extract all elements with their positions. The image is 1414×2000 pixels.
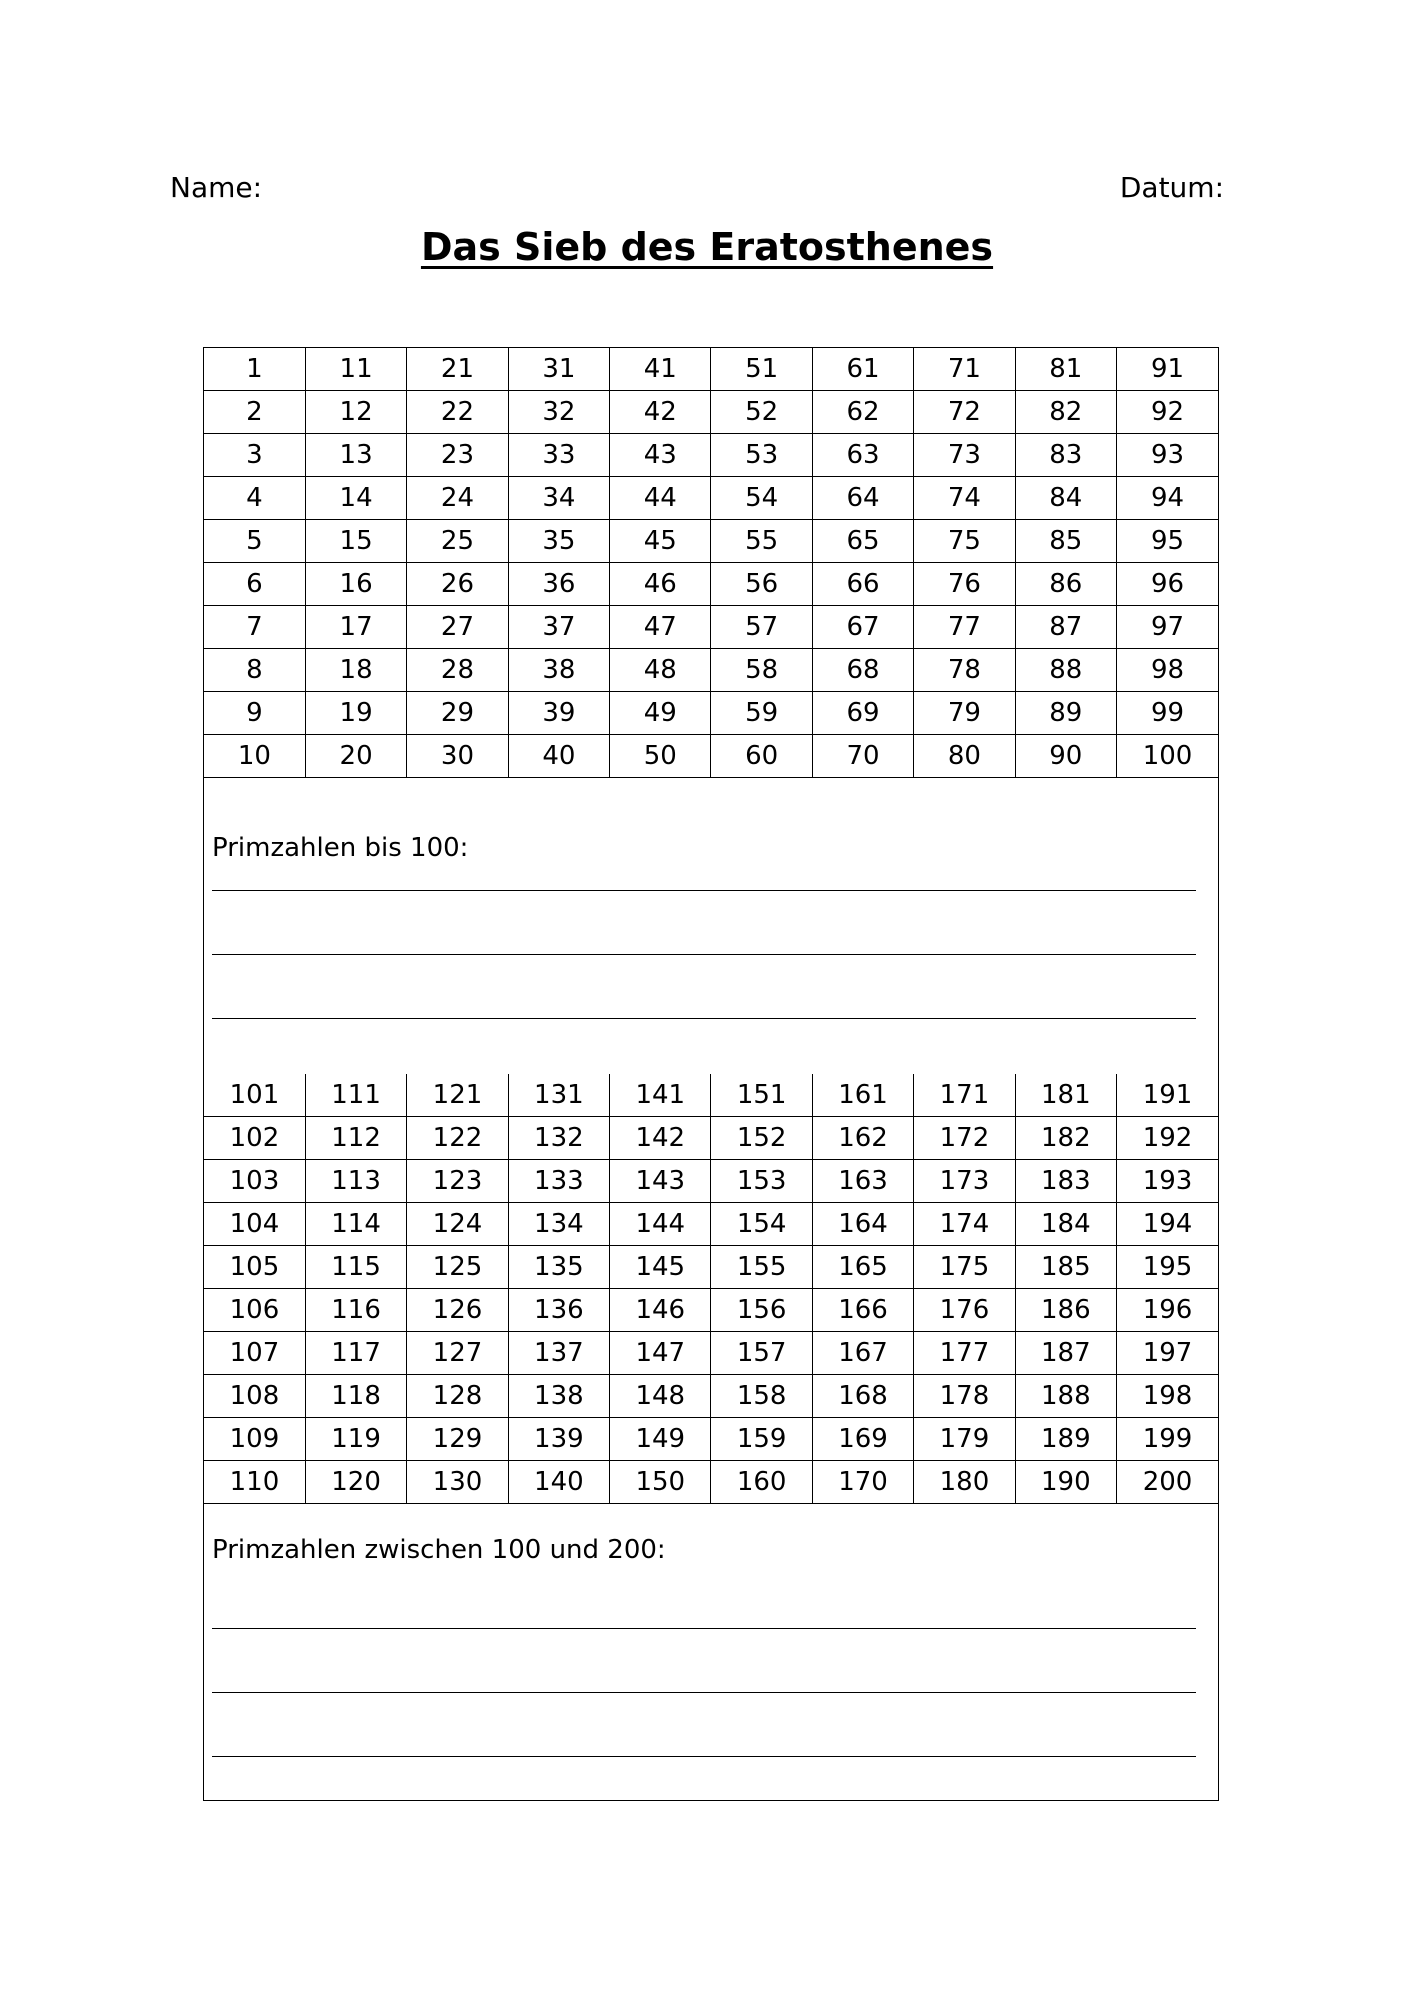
answer-line[interactable] [212,954,1196,955]
grid-row [204,391,1218,434]
number-cell[interactable]: 77 [914,606,1015,649]
number-cell[interactable]: 4 [204,477,305,520]
number-cell[interactable]: 19 [305,692,406,735]
number-grid-body [204,1074,1218,1504]
number-cell[interactable]: 33 [508,434,609,477]
number-cell[interactable]: 118 [305,1375,406,1418]
number-cell[interactable]: 99 [1117,692,1218,735]
number-cell[interactable]: 183 [1015,1160,1116,1203]
number-cell[interactable]: 26 [407,563,508,606]
number-cell[interactable]: 35 [508,520,609,563]
number-cell[interactable]: 176 [914,1289,1015,1332]
number-cell[interactable]: 110 [204,1461,305,1504]
number-cell[interactable]: 103 [204,1160,305,1203]
grid-row [204,606,1218,649]
number-cell[interactable]: 53 [711,434,812,477]
number-cell[interactable]: 133 [508,1160,609,1203]
number-cell[interactable]: 122 [407,1117,508,1160]
number-grid-101-200 [204,1074,1218,1504]
worksheet-frame [203,347,1219,1801]
number-cell[interactable]: 6 [204,563,305,606]
number-cell[interactable]: 145 [610,1246,711,1289]
number-cell[interactable]: 59 [711,692,812,735]
number-cell[interactable]: 48 [610,649,711,692]
grid-row [204,1246,1218,1289]
number-cell[interactable]: 159 [711,1418,812,1461]
number-cell[interactable]: 139 [508,1418,609,1461]
number-cell[interactable]: 188 [1015,1375,1116,1418]
number-cell[interactable]: 179 [914,1418,1015,1461]
number-cell[interactable]: 2 [204,391,305,434]
number-cell[interactable]: 85 [1015,520,1116,563]
page-title: Das Sieb des Eratosthenes [420,225,994,269]
number-cell[interactable]: 108 [204,1375,305,1418]
number-cell[interactable]: 107 [204,1332,305,1375]
number-cell[interactable]: 178 [914,1375,1015,1418]
number-cell[interactable]: 172 [914,1117,1015,1160]
number-cell[interactable]: 74 [914,477,1015,520]
number-cell[interactable]: 130 [407,1461,508,1504]
number-cell[interactable]: 30 [407,735,508,778]
number-cell[interactable]: 60 [711,735,812,778]
number-cell[interactable]: 163 [812,1160,913,1203]
number-cell[interactable]: 66 [812,563,913,606]
number-cell[interactable]: 3 [204,434,305,477]
answer-line[interactable] [212,890,1196,891]
number-cell[interactable]: 155 [711,1246,812,1289]
number-cell[interactable]: 180 [914,1461,1015,1504]
number-cell[interactable]: 8 [204,649,305,692]
number-cell[interactable]: 100 [1117,735,1218,778]
number-cell[interactable]: 16 [305,563,406,606]
answer-label-primes-to-100: Primzahlen bis 100: [212,833,469,863]
number-cell[interactable]: 132 [508,1117,609,1160]
number-cell[interactable]: 44 [610,477,711,520]
number-cell[interactable]: 69 [812,692,913,735]
number-cell[interactable]: 199 [1117,1418,1218,1461]
number-cell[interactable]: 124 [407,1203,508,1246]
number-cell[interactable]: 39 [508,692,609,735]
number-cell[interactable]: 46 [610,563,711,606]
number-cell[interactable]: 31 [508,348,609,391]
number-cell[interactable]: 119 [305,1418,406,1461]
number-cell[interactable]: 169 [812,1418,913,1461]
number-cell[interactable]: 68 [812,649,913,692]
number-cell[interactable]: 117 [305,1332,406,1375]
number-cell[interactable]: 102 [204,1117,305,1160]
number-cell[interactable]: 200 [1117,1461,1218,1504]
grid-row [204,1160,1218,1203]
number-cell[interactable]: 195 [1117,1246,1218,1289]
number-cell[interactable]: 82 [1015,391,1116,434]
number-cell[interactable]: 15 [305,520,406,563]
number-cell[interactable]: 81 [1015,348,1116,391]
number-cell[interactable]: 21 [407,348,508,391]
number-cell[interactable]: 56 [711,563,812,606]
number-cell[interactable]: 83 [1015,434,1116,477]
number-cell[interactable]: 109 [204,1418,305,1461]
number-cell[interactable]: 151 [711,1074,812,1117]
number-cell[interactable]: 94 [1117,477,1218,520]
number-cell[interactable]: 193 [1117,1160,1218,1203]
number-cell[interactable]: 13 [305,434,406,477]
number-cell[interactable]: 157 [711,1332,812,1375]
number-cell[interactable]: 191 [1117,1074,1218,1117]
number-cell[interactable]: 51 [711,348,812,391]
number-cell[interactable]: 20 [305,735,406,778]
number-cell[interactable]: 27 [407,606,508,649]
grid-row [204,563,1218,606]
number-cell[interactable]: 34 [508,477,609,520]
number-cell[interactable]: 184 [1015,1203,1116,1246]
number-cell[interactable]: 140 [508,1461,609,1504]
number-cell[interactable]: 67 [812,606,913,649]
number-cell[interactable]: 87 [1015,606,1116,649]
number-cell[interactable]: 78 [914,649,1015,692]
number-cell[interactable]: 96 [1117,563,1218,606]
grid-row [204,1117,1218,1160]
number-cell[interactable]: 198 [1117,1375,1218,1418]
number-cell[interactable]: 177 [914,1332,1015,1375]
number-cell[interactable]: 90 [1015,735,1116,778]
number-cell[interactable]: 135 [508,1246,609,1289]
number-cell[interactable]: 88 [1015,649,1116,692]
date-label: Datum: [1119,171,1224,204]
number-cell[interactable]: 144 [610,1203,711,1246]
number-cell[interactable]: 55 [711,520,812,563]
number-cell[interactable]: 173 [914,1160,1015,1203]
number-cell[interactable]: 121 [407,1074,508,1117]
number-cell[interactable]: 97 [1117,606,1218,649]
number-cell[interactable]: 138 [508,1375,609,1418]
number-cell[interactable]: 52 [711,391,812,434]
number-cell[interactable]: 146 [610,1289,711,1332]
number-cell[interactable]: 92 [1117,391,1218,434]
number-cell[interactable]: 150 [610,1461,711,1504]
answer-area-primes-100-to-200 [204,1504,1218,1824]
number-cell[interactable]: 79 [914,692,1015,735]
number-cell[interactable]: 64 [812,477,913,520]
answer-area-primes-to-100 [204,778,1218,1074]
grid-row [204,1375,1218,1418]
number-cell[interactable]: 165 [812,1246,913,1289]
number-cell[interactable]: 114 [305,1203,406,1246]
number-cell[interactable]: 185 [1015,1246,1116,1289]
number-cell[interactable]: 23 [407,434,508,477]
grid-row [204,1418,1218,1461]
number-cell[interactable]: 141 [610,1074,711,1117]
number-grid-body [204,348,1218,778]
number-cell[interactable]: 152 [711,1117,812,1160]
number-cell[interactable]: 128 [407,1375,508,1418]
number-cell[interactable]: 134 [508,1203,609,1246]
number-cell[interactable]: 40 [508,735,609,778]
number-cell[interactable]: 11 [305,348,406,391]
number-cell[interactable]: 125 [407,1246,508,1289]
grid-row [204,520,1218,563]
number-cell[interactable]: 5 [204,520,305,563]
number-cell[interactable]: 10 [204,735,305,778]
number-cell[interactable]: 9 [204,692,305,735]
grid-row [204,1203,1218,1246]
number-cell[interactable]: 28 [407,649,508,692]
number-cell[interactable]: 50 [610,735,711,778]
number-cell[interactable]: 129 [407,1418,508,1461]
number-cell[interactable]: 116 [305,1289,406,1332]
number-cell[interactable]: 147 [610,1332,711,1375]
number-cell[interactable]: 62 [812,391,913,434]
number-cell[interactable]: 194 [1117,1203,1218,1246]
number-cell[interactable]: 73 [914,434,1015,477]
number-cell[interactable]: 54 [711,477,812,520]
number-cell[interactable]: 182 [1015,1117,1116,1160]
name-label: Name: [170,171,263,204]
number-cell[interactable]: 136 [508,1289,609,1332]
number-cell[interactable]: 142 [610,1117,711,1160]
number-cell[interactable]: 158 [711,1375,812,1418]
number-cell[interactable]: 37 [508,606,609,649]
number-cell[interactable]: 197 [1117,1332,1218,1375]
answer-line[interactable] [212,1692,1196,1693]
number-cell[interactable]: 167 [812,1332,913,1375]
number-cell[interactable]: 93 [1117,434,1218,477]
number-cell[interactable]: 42 [610,391,711,434]
number-cell[interactable]: 84 [1015,477,1116,520]
number-cell[interactable]: 70 [812,735,913,778]
number-cell[interactable]: 161 [812,1074,913,1117]
number-cell[interactable]: 174 [914,1203,1015,1246]
number-cell[interactable]: 71 [914,348,1015,391]
number-cell[interactable]: 104 [204,1203,305,1246]
number-cell[interactable]: 76 [914,563,1015,606]
answer-line[interactable] [212,1628,1196,1629]
number-cell[interactable]: 123 [407,1160,508,1203]
number-cell[interactable]: 196 [1117,1289,1218,1332]
number-cell[interactable]: 61 [812,348,913,391]
number-cell[interactable]: 106 [204,1289,305,1332]
number-cell[interactable]: 187 [1015,1332,1116,1375]
number-cell[interactable]: 17 [305,606,406,649]
answer-label-primes-100-to-200: Primzahlen zwischen 100 und 200: [212,1535,666,1565]
number-cell[interactable]: 170 [812,1461,913,1504]
number-cell[interactable]: 154 [711,1203,812,1246]
number-cell[interactable]: 41 [610,348,711,391]
number-cell[interactable]: 127 [407,1332,508,1375]
number-cell[interactable]: 89 [1015,692,1116,735]
number-cell[interactable]: 105 [204,1246,305,1289]
number-cell[interactable]: 63 [812,434,913,477]
answer-line[interactable] [212,1756,1196,1757]
number-cell[interactable]: 58 [711,649,812,692]
number-cell[interactable]: 95 [1117,520,1218,563]
number-cell[interactable]: 7 [204,606,305,649]
number-cell[interactable]: 120 [305,1461,406,1504]
grid-row [204,1289,1218,1332]
number-cell[interactable]: 57 [711,606,812,649]
number-grid-1-100 [204,348,1218,778]
number-cell[interactable]: 18 [305,649,406,692]
number-cell[interactable]: 115 [305,1246,406,1289]
number-cell[interactable]: 168 [812,1375,913,1418]
answer-line[interactable] [212,1018,1196,1019]
number-cell[interactable]: 98 [1117,649,1218,692]
number-cell[interactable]: 14 [305,477,406,520]
number-cell[interactable]: 49 [610,692,711,735]
number-cell[interactable]: 181 [1015,1074,1116,1117]
number-cell[interactable]: 47 [610,606,711,649]
number-cell[interactable]: 22 [407,391,508,434]
grid-row [204,1332,1218,1375]
number-cell[interactable]: 164 [812,1203,913,1246]
number-cell[interactable]: 38 [508,649,609,692]
number-cell[interactable]: 101 [204,1074,305,1117]
grid-row [204,735,1218,778]
number-cell[interactable]: 190 [1015,1461,1116,1504]
number-cell[interactable]: 149 [610,1418,711,1461]
number-cell[interactable]: 45 [610,520,711,563]
number-cell[interactable]: 171 [914,1074,1015,1117]
grid-row [204,348,1218,391]
number-cell[interactable]: 189 [1015,1418,1116,1461]
number-cell[interactable]: 65 [812,520,913,563]
number-cell[interactable]: 80 [914,735,1015,778]
number-cell[interactable]: 148 [610,1375,711,1418]
number-cell[interactable]: 137 [508,1332,609,1375]
number-cell[interactable]: 29 [407,692,508,735]
number-cell[interactable]: 1 [204,348,305,391]
number-cell[interactable]: 143 [610,1160,711,1203]
number-cell[interactable]: 131 [508,1074,609,1117]
number-cell[interactable]: 186 [1015,1289,1116,1332]
grid-row [204,434,1218,477]
number-cell[interactable]: 126 [407,1289,508,1332]
number-cell[interactable]: 91 [1117,348,1218,391]
number-cell[interactable]: 166 [812,1289,913,1332]
number-cell[interactable]: 153 [711,1160,812,1203]
grid-row [204,649,1218,692]
number-cell[interactable]: 43 [610,434,711,477]
number-cell[interactable]: 112 [305,1117,406,1160]
grid-row [204,692,1218,735]
number-cell[interactable]: 192 [1117,1117,1218,1160]
number-cell[interactable]: 111 [305,1074,406,1117]
grid-row [204,1461,1218,1504]
number-cell[interactable]: 75 [914,520,1015,563]
number-cell[interactable]: 25 [407,520,508,563]
number-cell[interactable]: 86 [1015,563,1116,606]
number-cell[interactable]: 72 [914,391,1015,434]
grid-row [204,1074,1218,1117]
number-cell[interactable]: 12 [305,391,406,434]
number-cell[interactable]: 160 [711,1461,812,1504]
number-cell[interactable]: 162 [812,1117,913,1160]
number-cell[interactable]: 36 [508,563,609,606]
number-cell[interactable]: 156 [711,1289,812,1332]
number-cell[interactable]: 113 [305,1160,406,1203]
number-cell[interactable]: 24 [407,477,508,520]
number-cell[interactable]: 32 [508,391,609,434]
grid-row [204,477,1218,520]
number-cell[interactable]: 175 [914,1246,1015,1289]
